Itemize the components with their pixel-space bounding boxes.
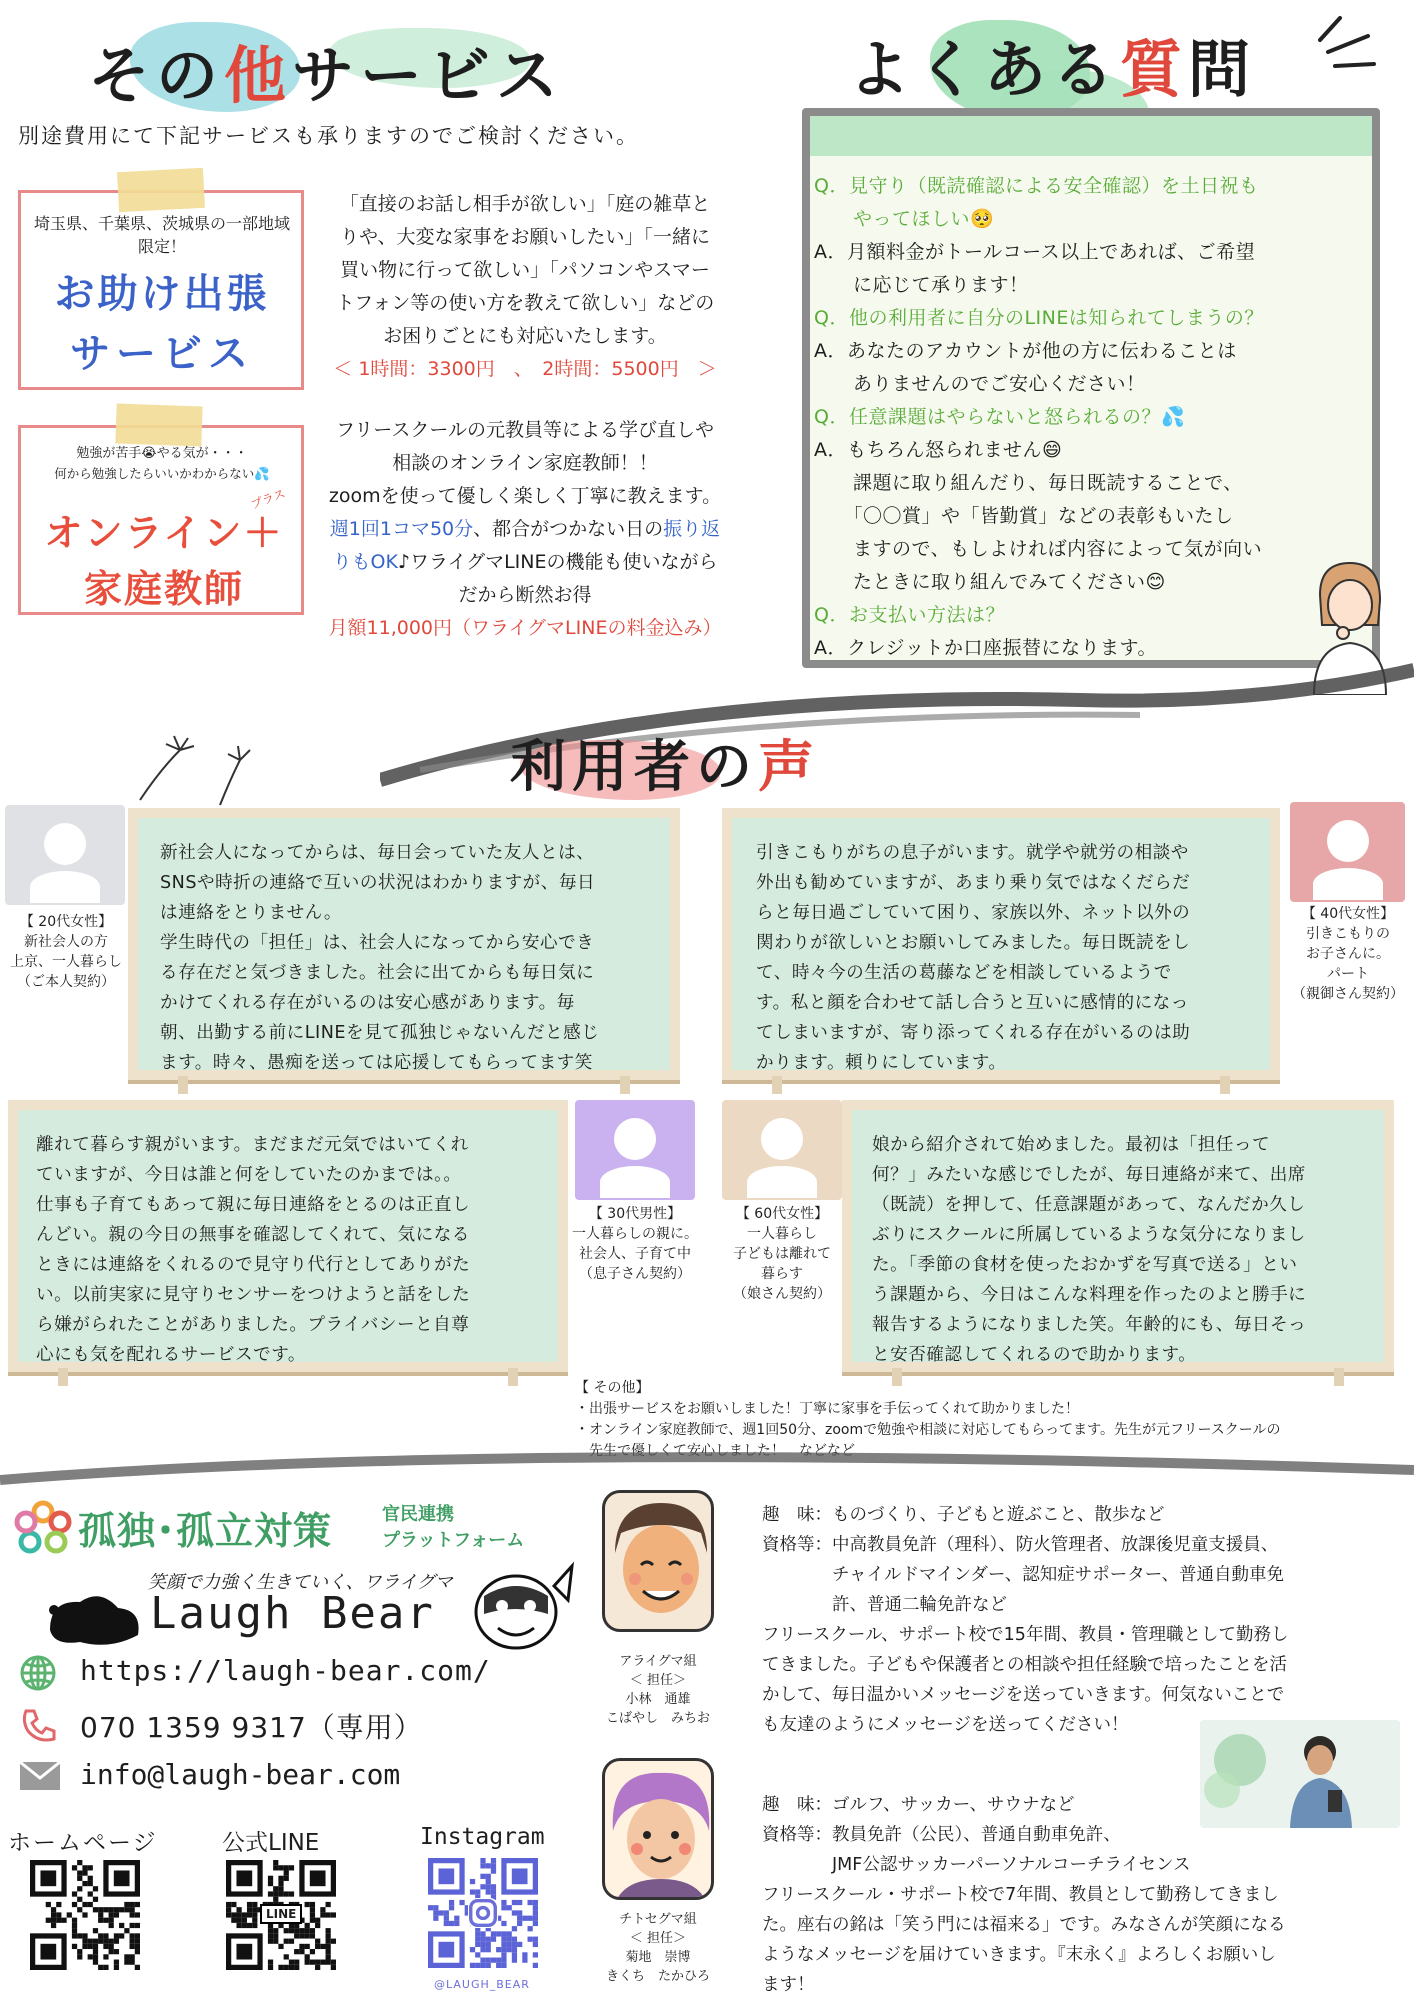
- staff-profile-line: JMF公認サッカーパーソナルコーチライセンス: [762, 1855, 1191, 1875]
- faq-list: [814, 170, 1370, 665]
- raccoon-mascot: [468, 1556, 578, 1656]
- staff-profile-line: も友達のようにメッセージを送ってください！: [762, 1715, 1129, 1735]
- staff-profile-line: フリースクール・サポート校で7年間、教員として勤務してきまし: [762, 1885, 1279, 1905]
- online-price: 月額11,000円（ワライグマLINEの料金込み）: [328, 617, 722, 639]
- voice-text-line: て、時々今の生活の葛藤などを相談しているようで: [756, 963, 1172, 983]
- house-line: りや、大変な家事をお願いしたい」「一緒に: [339, 226, 711, 248]
- voice-text-line: （既読）を押して、任意課題があって、なんだか久し: [872, 1195, 1306, 1215]
- platform-main: 孤独･孤立対策: [78, 1509, 333, 1553]
- online-line: フリースクールの元教員等による学び直しや: [336, 419, 714, 441]
- voice-text-line: 学生時代の「担任」は、社会人になってから安心でき: [160, 933, 595, 953]
- staff-portrait-kobayashi: [602, 1490, 714, 1632]
- mail-icon: [18, 1760, 62, 1792]
- faq-answer-line: ますので、もしよければ内容によって気が向い: [814, 538, 1263, 560]
- voice-text-line: 朝、出勤する前にLINEを見て孤独じゃないんだと感じ: [160, 1023, 600, 1043]
- staff-profile-line: フリースクール、サポート校で15年間、教員・管理職として勤務し: [762, 1625, 1289, 1645]
- line-qr-label: LINE: [260, 1904, 302, 1924]
- house-box-note: 埼玉県、千葉県、茨城県の一部地域限定！: [33, 214, 290, 256]
- online-box-note-1: 勉強が苦手😭やる気が・・・: [76, 446, 248, 461]
- staff-profile-line: 趣 味：ゴルフ、サッカー、サウナなど: [762, 1795, 1075, 1815]
- voice-text-line: 娘から紹介されて始めました。最初は「担任って: [872, 1135, 1271, 1155]
- voice-text-line: る存在だと気づきました。社会に出てからも毎日気に: [160, 963, 595, 983]
- house-price: ＜ 1時間：3300円 、 2時間：5500円 ＞: [333, 358, 717, 380]
- instagram-qr-code[interactable]: [428, 1858, 538, 1968]
- faq-question-line: Q．お支払い方法は？: [814, 604, 1005, 626]
- online-line: りもOK♪ワライグマLINEの機能も使いながら: [332, 551, 718, 573]
- voice-caption-3: 【 30代男性】 一人暮らしの親に。 社会人、子育て中 （息子さん契約）: [572, 1206, 698, 1282]
- voice-text-line: 外出も勧めていますが、あまり乗り気ではなくだらだ: [756, 873, 1191, 893]
- online-title-text: オンライン: [44, 511, 244, 555]
- faq-answer-line: ありませんのでご安心ください！: [814, 373, 1146, 395]
- faq-answer-line: 課題に取り組んだり、毎日既読することで、: [814, 472, 1243, 494]
- staff-profile-line: チャイルドマインダー、認知症サポーター、普通自動車免: [762, 1565, 1285, 1585]
- avatar-20s-woman: [5, 805, 125, 905]
- faq-answer-line: たときに取り組んでみてください😊: [814, 571, 1166, 593]
- voice-text-line: 引きこもりがちの息子がいます。就学や就労の相談や: [756, 843, 1189, 863]
- online-description: [310, 414, 740, 645]
- qr-label-line: 公式LINE: [222, 1830, 320, 1856]
- voice-text-line: 離れて暮らす親がいます。まだまだ元気ではいてくれ: [36, 1135, 469, 1155]
- other-line: ・出張サービスをお願いしました！丁寧に家事を手伝ってくれて助かりました！: [575, 1401, 1079, 1417]
- faq-answer-line: A．あなたのアカウントが他の方に伝わることは: [814, 340, 1237, 362]
- platform-sub1: 官民連携: [382, 1504, 454, 1525]
- staff-profile-line: かして、毎日温かいメッセージを送っていきます。何気ないことで: [762, 1685, 1285, 1705]
- voice-text-line: と安否確認してくれるので助かります。: [872, 1345, 1197, 1365]
- staff-profile-line: 趣 味：ものづくり、子どもと遊ぶこと、散歩など: [762, 1505, 1165, 1525]
- house-box-title-1: お助け出張: [54, 271, 270, 317]
- voice-board-2: [722, 808, 1280, 1080]
- voice-text-line: ら嫌がられたことがありました。プライバシーと自尊: [36, 1315, 470, 1335]
- online-line: 週1回1コマ50分、都合がつかない日の振り返: [329, 518, 721, 540]
- voice-text-line: 新社会人になってからは、毎日会っていた友人とは、: [160, 843, 595, 863]
- faq-header-bar: [810, 116, 1372, 156]
- staff-caption-1: アライグマ組 ＜ 担任＞ 小林 通雄 こばやし みちお: [605, 1654, 710, 1726]
- qr-label-instagram: Instagram: [420, 1824, 545, 1850]
- voice-text-line: ていますが、今日は誰と何をしていたのかまでは。。: [36, 1165, 462, 1185]
- dandelion-illustration: [120, 720, 270, 810]
- voice-text-line: 心にも気を配れるサービスです。: [36, 1345, 306, 1365]
- voice-board-3: [8, 1100, 568, 1372]
- faq-answer-line: A．もちろん怒られません😄: [814, 439, 1063, 461]
- tape: [117, 168, 205, 212]
- avatar-60s-woman: [722, 1100, 842, 1200]
- instagram-icon: [468, 1898, 498, 1928]
- brand-mark: [40, 1580, 150, 1650]
- platform-sub2: プラットフォーム: [382, 1530, 525, 1551]
- staff-profile-line: 資格等：教員免許（公民）、普通自動車免許、: [762, 1825, 1121, 1845]
- faq-answer-line: A．月額料金がトールコース以上であれば、ご希望: [814, 241, 1256, 263]
- instagram-handle: @LAUGH_BEAR: [434, 1978, 530, 1991]
- house-line: お困りごとにも対応いたします。: [383, 325, 667, 347]
- voice-text-line: 関わりが欲しいとお願いしてみました。毎日既読をし: [756, 933, 1191, 953]
- services-title: その他サービス: [88, 39, 565, 112]
- voice-text-line: らと毎日過ごしていて困り、家族以外、ネット以外の: [756, 903, 1191, 923]
- staff-caption-2: チトセグマ組 ＜ 担任＞ 菊地 崇博 きくち たかひろ: [605, 1912, 710, 1984]
- voices-title: 利用者の声: [510, 735, 820, 800]
- online-line: だから断然お得: [458, 584, 592, 606]
- tagline: 笑顔で力強く生きていく、ワライグマ: [148, 1572, 453, 1593]
- voice-caption-4: 【 60代女性】 一人暮らし 子どもは離れて 暮らす （娘さん契約）: [733, 1206, 831, 1302]
- voice-text-line: す。私と顔を合わせて話し合うと互いに感情的になっ: [756, 993, 1189, 1013]
- voice-board-4: [842, 1100, 1394, 1372]
- tape: [115, 404, 202, 447]
- online-line: zoomを使って優しく楽しく丁寧に教えます。: [328, 485, 722, 507]
- avatar-30s-man: [575, 1100, 695, 1200]
- voice-text-line: い。以前実家に見守りセンサーをつけようと話をした: [36, 1285, 471, 1305]
- email-address[interactable]: info@laugh-bear.com: [80, 1758, 401, 1791]
- other-line: ・オンライン家庭教師で、週1回50分、zoomで勉強や相談に対応してもらってます。先生が元フリースクールの: [575, 1422, 1281, 1438]
- other-line: 先生で優しくて安心しました！ などなど: [575, 1443, 855, 1459]
- house-line: トフォン等の使い方を教えて欲しい」などの: [335, 292, 715, 314]
- qr-svg: [30, 1860, 140, 1970]
- staff-portrait-kikuchi: [602, 1758, 714, 1900]
- homepage-qr-code[interactable]: [30, 1860, 140, 1970]
- website-link[interactable]: https://laugh-bear.com/: [80, 1654, 491, 1687]
- voice-text-line: は連絡をとりません。: [160, 903, 342, 923]
- globe-icon: [18, 1653, 58, 1693]
- phone-icon: [18, 1705, 58, 1745]
- plus-ruby: プラス: [248, 486, 288, 512]
- faq-question-line: Q．見守り（既読確認による安全確認）を土日祝も: [814, 175, 1259, 197]
- platform-logo: [12, 1498, 74, 1560]
- online-box-note-2: 何から勉強したらいいかわからない💦: [54, 466, 270, 481]
- other-line: 【 その他】: [575, 1380, 650, 1396]
- staff-profile-line: 許、普通二輪免許など: [762, 1595, 1007, 1615]
- voice-caption-1: 【 20代女性】 新社会人の方 上京、一人暮らし （ご本人契約）: [10, 914, 122, 990]
- voice-text-line: てしまいますが、寄り添ってくれる存在がいるのは助: [756, 1023, 1191, 1043]
- voice-text-line: た。「季節の食材を使ったおかずを写真で送る」とい: [872, 1255, 1298, 1275]
- phone-number[interactable]: 070 1359 9317（専用）: [80, 1711, 423, 1744]
- staff-profile-line: ます！: [762, 1975, 815, 1995]
- voice-text-line: ぶりにスクールに所属しているような気分になりまし: [872, 1225, 1306, 1245]
- voice-text-line: う課題から、今日はこんな料理を作ったのよと勝手に: [872, 1285, 1307, 1305]
- qr-label-homepage: ホームページ: [8, 1830, 158, 1856]
- voice-text-line: SNSや時折の連絡で互いの状況はわかりますが、毎日: [160, 873, 596, 893]
- voice-text-line: んどい。親の今日の無事を確認してくれて、気になる: [36, 1225, 470, 1245]
- faq-answer-line: に応じて承ります！: [814, 274, 1029, 296]
- line-qr-code[interactable]: [226, 1860, 336, 1970]
- online-line: 相談のオンライン家庭教師！！: [392, 452, 658, 474]
- voice-text-line: 仕事も子育てもあって親に毎日連絡をとるのは正直し: [36, 1195, 471, 1215]
- emphasis-lines: [1300, 10, 1380, 80]
- house-description: [310, 188, 740, 386]
- staff-profile-line: 資格等：中高教員免許（理科）、防火管理者、放課後児童支援員、: [762, 1535, 1279, 1555]
- voice-caption-2: 【 40代女性】 引きこもりの お子さんに。 パート （親御さん契約）: [1292, 906, 1404, 1002]
- online-box-title-2: 家庭教師: [83, 567, 244, 611]
- voice-text-line: かけてくれる存在がいるのは安心感があります。毎: [160, 993, 575, 1013]
- staff-profile-line: てきました。子どもや保護者との相談や担任経験で培ったことを活: [762, 1655, 1287, 1675]
- staff-profile-1: [762, 1500, 1402, 1740]
- staff-profile-line: た。座右の銘は「笑う門には福来る」です。みなさんが笑顔になる: [762, 1915, 1286, 1935]
- faq-question-line: Q．他の利用者に自分のLINEは知られてしまうの？: [814, 307, 1264, 329]
- faq-question-line: やってほしい🥺: [814, 208, 995, 230]
- house-line: 買い物に行って欲しい」「パソコンやスマー: [340, 259, 710, 281]
- faq-answer-line: A．クレジットか口座振替になります。: [814, 637, 1158, 659]
- online-box-title-1: [24, 502, 304, 557]
- voice-text-line: ます。時々、愚痴を送っては応援してもらってます笑: [160, 1053, 593, 1073]
- faq-answer-line: 「〇〇賞」や「皆勤賞」などの表彰もいたし: [814, 505, 1234, 527]
- faq-question-line: Q．任意課題はやらないと怒られるの？💦: [814, 406, 1186, 428]
- house-line: 「直接のお話し相手が欲しい」「庭の雑草と: [339, 193, 711, 215]
- faq-title: よくある質問: [848, 33, 1257, 106]
- services-intro: 別途費用にて下記サービスも承りますのでご検討ください。: [18, 124, 639, 148]
- plus-sign: ＋: [243, 511, 284, 555]
- house-box-title-2: サービス: [70, 331, 254, 377]
- voice-board-1: [128, 808, 680, 1080]
- voice-text-line: かります。頼りにしています。: [756, 1053, 1007, 1073]
- avatar-40s-woman: [1290, 802, 1405, 902]
- gray-swoosh: [0, 1440, 1414, 1500]
- voice-text-line: 報告するようになりました笑。年齢的にも、毎日そっ: [872, 1315, 1307, 1335]
- staff-profile-line: ようなメッセージを届けていきます。『末永く』よろしくお願いし: [762, 1945, 1276, 1965]
- voice-text-line: 何？」みたいな感じでしたが、毎日連絡が来て、出席: [872, 1165, 1306, 1185]
- brand-name: Laugh Bear: [150, 1588, 435, 1639]
- staff-profile-2: [762, 1790, 1402, 2000]
- voice-text-line: ときには連絡をくれるので見守り代行としてありがた: [36, 1255, 471, 1275]
